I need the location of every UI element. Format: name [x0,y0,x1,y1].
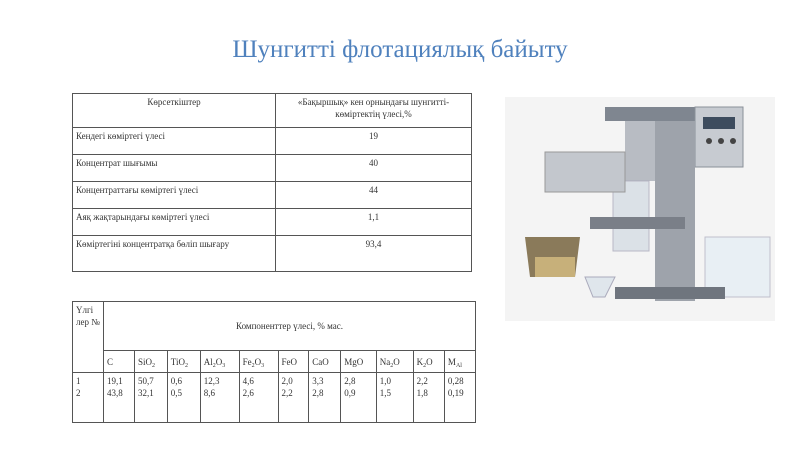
flotation-results-table [72,93,472,272]
component-value: 3,3 2,8 [309,373,341,423]
flotation-machine-photo [505,97,775,321]
component-value: 0,6 0,5 [167,373,200,423]
composition-table [72,301,476,423]
sample-number-header: Үлгі лер № [73,302,104,373]
component-value: 2,2 1,8 [413,373,444,423]
sample-numbers: 1 2 [73,373,104,423]
table1-row-value: 44 [276,182,472,209]
component-value: 4,6 2,6 [239,373,278,423]
slide-title: Шунгитті флотациялық байыту [232,36,568,63]
component-header: $M_{Al}$ [444,351,475,373]
component-value: 0,28 0,19 [444,373,475,423]
table1-row-value: 19 [276,128,472,155]
table1-row-label: Кендегі көміртегі үлесі [73,128,276,155]
component-header: $Al_2O_3$ [200,351,239,373]
component-header: SiO$_2$ [135,351,168,373]
component-header: $K_2O$ [413,351,444,373]
table1-row-label: Концентрат шығымы [73,155,276,182]
component-value: 2,8 0,9 [341,373,376,423]
component-header: $Na_2O$ [376,351,413,373]
component-value: 19,1 43,8 [104,373,135,423]
table1-row-label: Аяқ жақтарындағы көміртегі үлесі [73,209,276,236]
table1-row-label: Концентраттағы көміртегі үлесі [73,182,276,209]
component-header: $Fe_2O_3$ [239,351,278,373]
table1-header-indicator: Көрсеткіштер [73,94,276,128]
component-value: 2,0 2,2 [278,373,309,423]
components-header: Компоненттер үлесі, % мас. [104,302,476,351]
component-header: C [104,351,135,373]
table1-row-label: Көміртегіні концентратқа бөліп шығару [73,236,276,272]
table1-row-value: 93,4 [276,236,472,272]
component-header: TiO$_2$ [167,351,200,373]
component-value: 12,3 8,6 [200,373,239,423]
table1-row-value: 40 [276,155,472,182]
component-value: 1,0 1,5 [376,373,413,423]
component-header: CaO [309,351,341,373]
component-value: 50,7 32,1 [135,373,168,423]
table1-row-value: 1,1 [276,209,472,236]
component-header: FeO [278,351,309,373]
component-header: MgO [341,351,376,373]
table1-header-share: «Бақыршық» кен орнындағы шунгитті-көміртектің үлесі,% [276,94,472,128]
